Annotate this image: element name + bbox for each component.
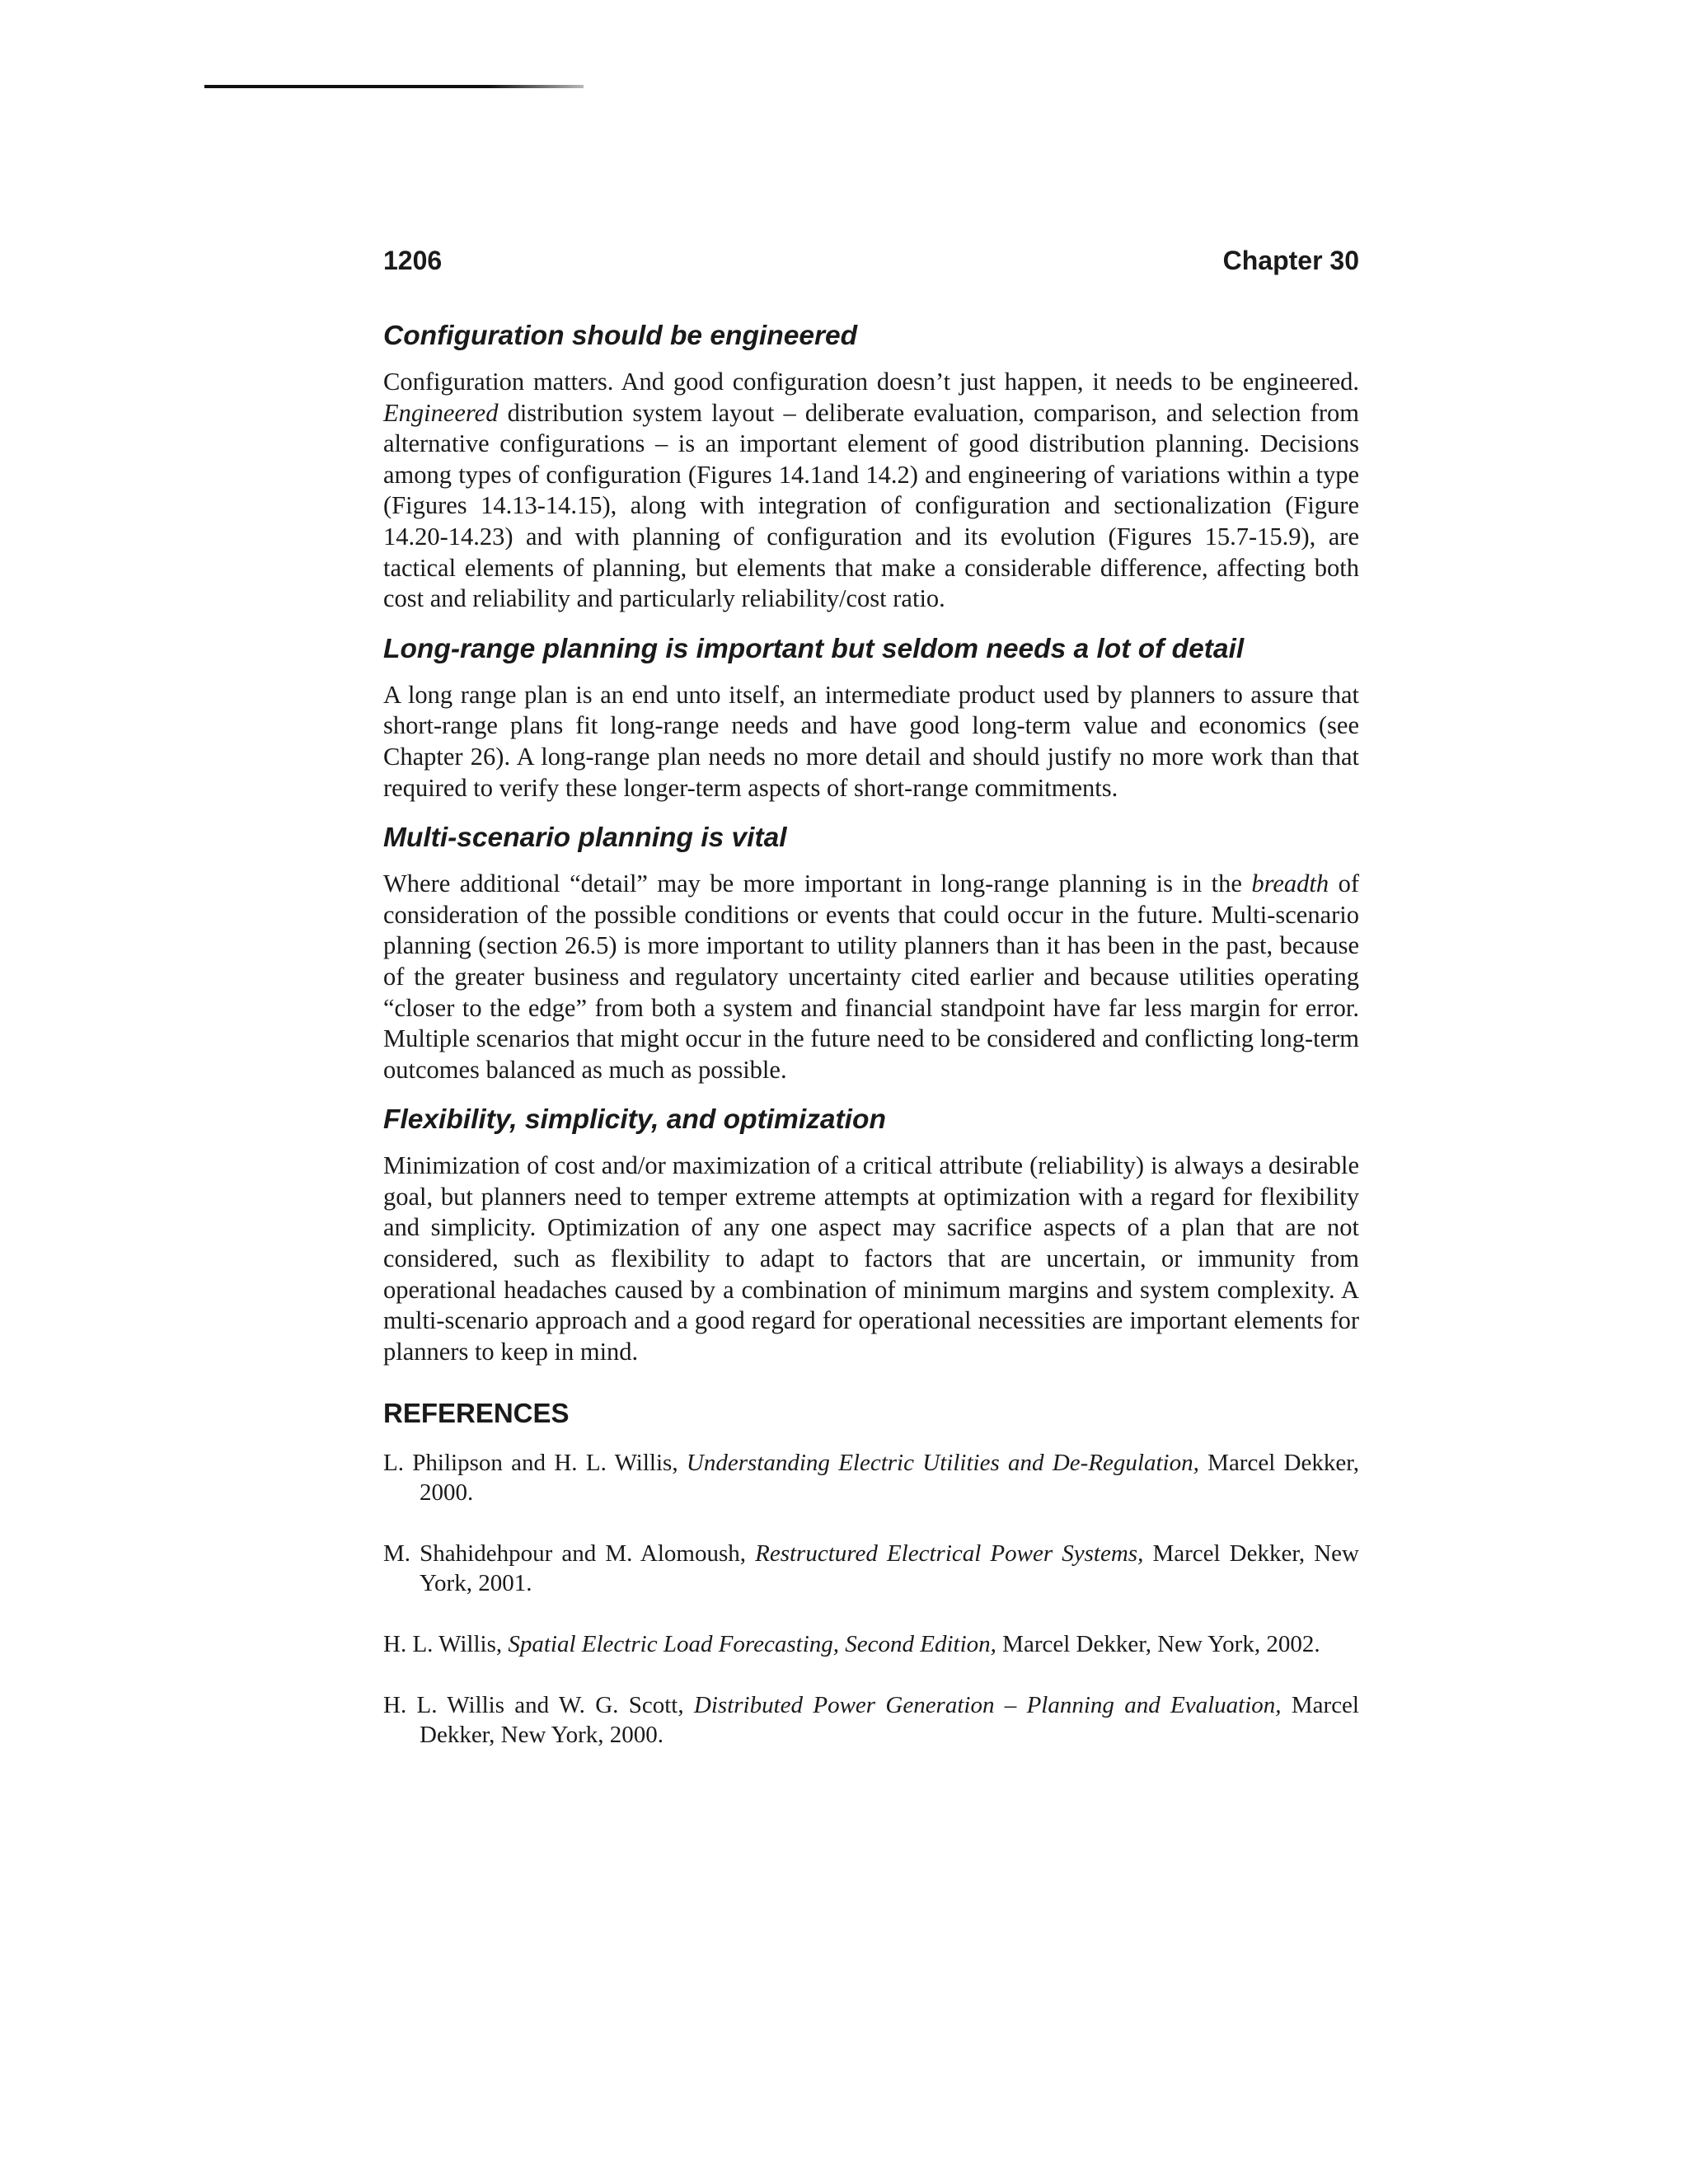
- section-heading-configuration: Configuration should be engineered: [383, 321, 858, 351]
- reference-title: Spatial Electric Load Forecasting, Second Edition,: [508, 1631, 996, 1658]
- section-body-multi-scenario: [383, 869, 1359, 1085]
- reference-title: Distributed Power Generation – Planning and Evaluation,: [693, 1692, 1282, 1719]
- body-text: distribution system layout – deliberate evaluation, comparison, and selection from alternative configurations – is an important element of good distribution planning. Decisions among types of configuration (Figures 14.1and 14.2) and engineering of variations within a type (Figures 14.13-14.15), along with integration of configuration and sectionalization (Figure 14.20-14.23) and with planning of configuration and its evolution (Figures 15.7-15.9), are tactical elements of planning, but elements that make a considerable difference, affecting both cost and reliability and particularly reliability/cost ratio.: [383, 398, 1359, 613]
- reference-title: Restructured Electrical Power Systems,: [755, 1540, 1144, 1568]
- body-text: of consideration of the possible conditions or events that could occur in the future. Multi-scenario planning (section 26.5) is more important to utility planners than it has been in the past, because of the greater business and regulatory uncertainty cited earlier and because utilities operating “closer to the edge” from both a system and financial standpoint have far less margin for error. Multiple scenarios that might occur in the future need to be considered and conflicting long-term outcomes balanced as much as possible.: [383, 869, 1359, 1084]
- emphasis-text: Engineered: [383, 398, 499, 427]
- running-header: [383, 246, 1359, 276]
- section-body-flexibility: Minimization of cost and/or maximization of a critical attribute (reliability) is always a desirable goal, but planners need to temper extreme attempts at optimization with a regard for flexibility and simplicity. Optimization of any one aspect may sacrifice aspects of a plan that are not considered, such as flexibility to adapt to factors that are uncertain, or immunity from operational headaches caused by a combination of minimum margins and system complexity. A multi-scenario approach and a good regard for operational necessities are important elements for planners to keep in mind.: [383, 1151, 1359, 1366]
- reference-title: Understanding Electric Utilities and De-Regulation,: [686, 1450, 1199, 1477]
- references-heading: REFERENCES: [383, 1398, 570, 1429]
- reference-item: [383, 1539, 1359, 1598]
- page-content: [383, 320, 1359, 1781]
- chapter-label: Chapter 30: [1222, 246, 1359, 275]
- reference-item: [383, 1629, 1359, 1659]
- reference-authors: H. L. Willis and W. G. Scott,: [383, 1692, 694, 1719]
- reference-publisher: Marcel Dekker, New York, 2000.: [420, 1692, 1359, 1749]
- page-number: 1206: [383, 246, 443, 275]
- body-text: Where additional “detail” may be more important in long-range planning is in the: [383, 869, 1252, 898]
- section-body-configuration: [383, 367, 1359, 615]
- emphasis-text: breadth: [1251, 869, 1329, 898]
- section-heading-multi-scenario: Multi-scenario planning is vital: [383, 823, 787, 854]
- body-text: Configuration matters. And good configuration doesn’t just happen, it needs to be engineered.: [383, 368, 1359, 396]
- section-heading-flexibility: Flexibility, simplicity, and optimization: [383, 1104, 886, 1136]
- reference-authors: H. L. Willis,: [383, 1631, 509, 1658]
- reference-publisher: Marcel Dekker, New York, 2001.: [420, 1540, 1359, 1597]
- reference-item: [383, 1690, 1359, 1750]
- reference-item: [383, 1448, 1359, 1507]
- reference-authors: L. Philipson and H. L. Willis,: [383, 1450, 687, 1477]
- reference-publisher: Marcel Dekker, 2000.: [420, 1450, 1360, 1507]
- section-body-long-range: A long range plan is an end unto itself, an intermediate product used by planners to assure that short-range plans fit long-range needs and have good long-term value and economics (see Chapter 26). A long-range plan needs no more detail and should justify no more work than that required to verify these longer-term aspects of short-range commitments.: [383, 680, 1359, 802]
- reference-authors: M. Shahidehpour and M. Alomoush,: [383, 1540, 756, 1568]
- section-heading-long-range: Long-range planning is important but seldom needs a lot of detail: [383, 633, 1245, 664]
- top-rule: [204, 85, 584, 88]
- reference-publisher: Marcel Dekker, New York, 2002.: [996, 1631, 1320, 1658]
